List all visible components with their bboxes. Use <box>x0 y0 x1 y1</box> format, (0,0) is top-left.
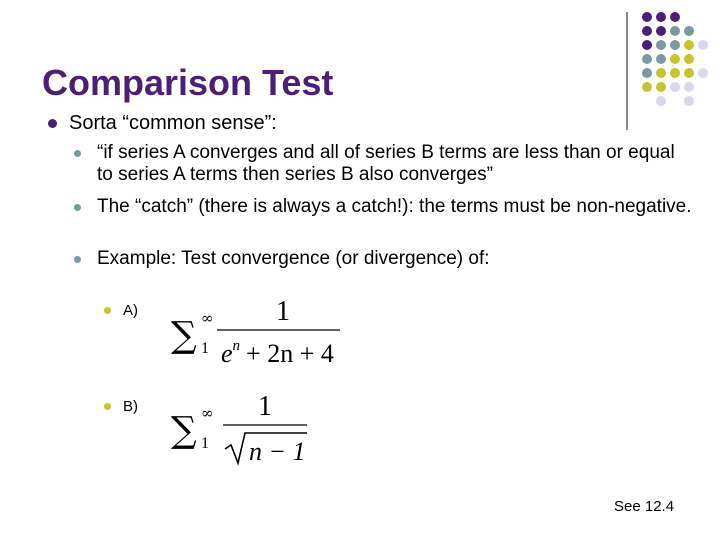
decor-dot <box>670 40 680 50</box>
decor-dot <box>684 54 694 64</box>
decor-dot <box>642 40 652 50</box>
sum-symbol: ∑ <box>171 410 197 451</box>
decor-dot <box>642 82 652 92</box>
decor-dot <box>684 96 694 106</box>
bullet-dot-icon <box>74 256 81 263</box>
formula-b <box>165 385 325 470</box>
example-b <box>104 398 138 415</box>
sub-bullet-definition <box>74 142 694 186</box>
decor-dot <box>670 82 680 92</box>
bullet-dot-icon <box>104 307 111 314</box>
slide-title: Comparison Test <box>42 62 334 103</box>
bullet-common-sense <box>48 112 277 135</box>
fraction-numerator: 1 <box>258 391 272 422</box>
decor-dot <box>642 12 652 22</box>
decor-dot <box>670 68 680 78</box>
decor-dot <box>698 40 708 50</box>
sum-symbol: ∑ <box>171 315 197 356</box>
decor-dot <box>670 26 680 36</box>
decor-dot <box>698 68 708 78</box>
decor-dot <box>684 40 694 50</box>
decor-dot <box>656 40 666 50</box>
bullet-dot-icon <box>104 403 111 410</box>
decor-dot <box>656 68 666 78</box>
sub-bullet-text: The “catch” (there is always a catch!): the terms must be non-negative. <box>97 196 692 217</box>
denominator-rest: + 2n + 4 <box>246 339 334 368</box>
sub-bullet-text: “if series A converges and all of series B terms are less than or equal to series A terms then series B also converges” <box>97 142 675 185</box>
decor-dot <box>642 26 652 36</box>
decor-dot <box>656 54 666 64</box>
sum-lower-limit: 1 <box>201 340 209 357</box>
decor-dot <box>684 82 694 92</box>
denominator-radicand: n − 1 <box>249 437 306 466</box>
denominator-base: e <box>221 339 233 368</box>
footnote: See 12.4 <box>614 498 675 515</box>
fraction-numerator: 1 <box>276 296 290 327</box>
denominator-exponent: n <box>232 338 241 354</box>
decor-dot <box>656 12 666 22</box>
example-label: A) <box>123 302 138 319</box>
sub-bullet-text: Example: Test convergence (or divergence) of: <box>97 248 490 269</box>
decor-dot <box>642 68 652 78</box>
sum-lower-limit: 1 <box>201 435 209 452</box>
decor-dot <box>670 12 680 22</box>
bullet-dot-icon <box>74 204 81 211</box>
bullet-dot-icon <box>48 119 57 128</box>
example-label: B) <box>123 398 138 415</box>
decor-dot <box>684 26 694 36</box>
sub-bullet-catch <box>74 196 694 218</box>
example-a <box>104 302 138 319</box>
sub-bullet-example <box>74 248 694 270</box>
sum-upper-limit: ∞ <box>201 309 214 327</box>
decor-dot <box>656 96 666 106</box>
decor-dot <box>670 54 680 64</box>
sum-upper-limit: ∞ <box>201 404 214 422</box>
fraction-denominator <box>221 338 334 368</box>
bullet-text: Sorta “common sense”: <box>69 112 277 134</box>
vertical-divider <box>626 12 628 130</box>
decor-dot <box>642 54 652 64</box>
formula-a <box>165 290 355 375</box>
decor-dot <box>684 68 694 78</box>
decor-dot <box>656 26 666 36</box>
bullet-dot-icon <box>74 150 81 157</box>
decor-dot <box>656 82 666 92</box>
